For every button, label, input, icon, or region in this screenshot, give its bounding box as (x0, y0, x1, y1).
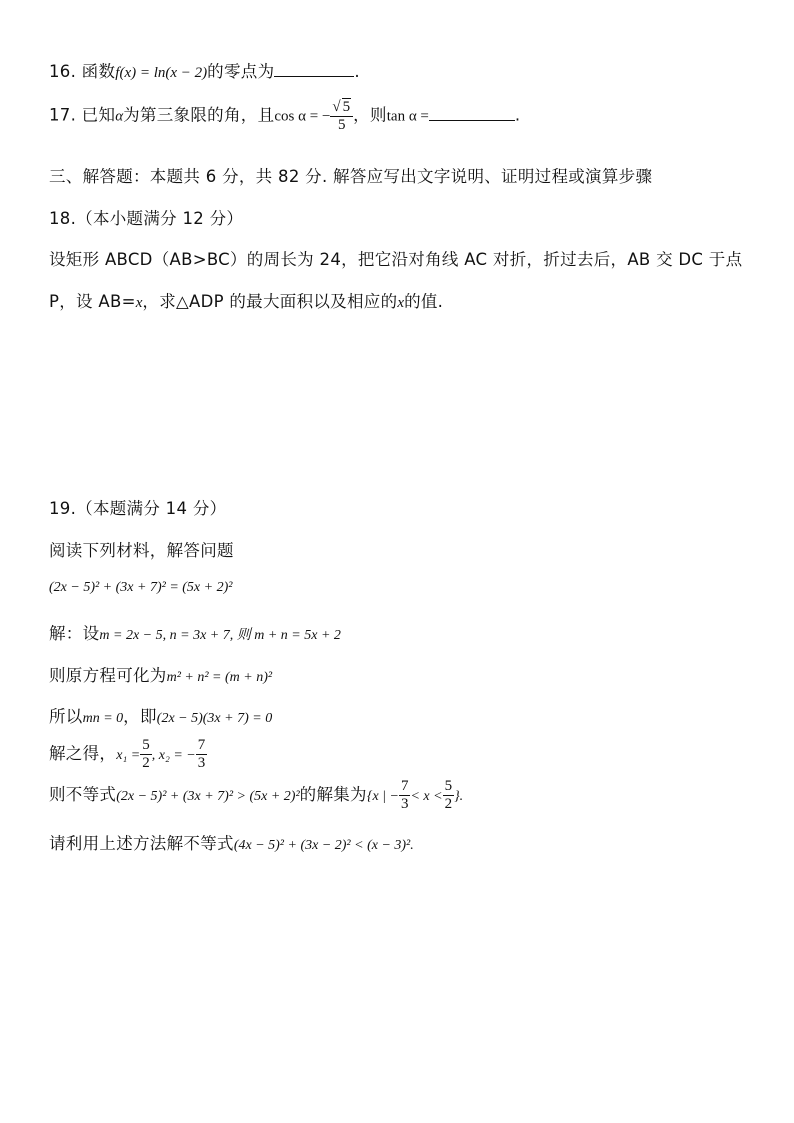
q16-end: . (354, 62, 360, 81)
q17-tan-expr: tan α = (386, 108, 429, 125)
q16-prefix: 16. 函数 (49, 62, 116, 81)
q19-equation-1: (2x − 5)² + (3x + 7)² = (5x + 2)² (49, 580, 233, 595)
q19-set-fraction-2 (443, 778, 455, 813)
q16-function: f(x) = ln(x − 2) (115, 65, 208, 81)
q18-line2-a: P，设 AB= (49, 292, 136, 311)
q19-task-label: 请利用上述方法解不等式 (49, 834, 234, 853)
q17-mid: 为第三象限的角，且 (123, 105, 275, 125)
q19-set-num1: 7 (400, 778, 409, 794)
q18-line2-b: ，求△ADP 的最大面积以及相应的 (142, 292, 398, 311)
q17-prefix: 17. 已知 (49, 105, 116, 125)
q19-so-mid: ，即 (123, 707, 157, 726)
q19-x2-label: , x₂ = − (151, 748, 196, 763)
q19-rewrite-label: 则原方程可化为 (49, 666, 167, 685)
q19-set-fraction-1 (399, 778, 411, 813)
question-17 (49, 98, 520, 134)
q19-set-close: }. (454, 789, 464, 804)
q17-den: 5 (338, 117, 346, 133)
q18-line-1: 设矩形 ABCD（AB>BC）的周长为 24，把它沿对角线 AC 对折，折过去后，AB 交 DC 于点 (49, 250, 743, 269)
q17-fraction: $\frac{√ 5}{5}$ (330, 98, 353, 134)
q17-cos-expr: cos α = − (274, 108, 331, 125)
q19-set-den2: 2 (444, 796, 453, 812)
q19-intro: 阅读下列材料，解答问题 (49, 541, 234, 560)
q18-line2-c: 的值. (404, 292, 444, 311)
q19-task-eq: (4x − 5)² + (3x − 2)² < (x − 3)². (233, 838, 414, 853)
q19-set-num2: 5 (444, 778, 453, 794)
q19-x2-fraction (196, 737, 208, 772)
q17-end: . (514, 105, 521, 125)
q19-x1-fraction (140, 737, 152, 772)
q19-x1-den: 2 (142, 755, 150, 771)
q19-set-mid: < x < (410, 789, 443, 804)
q17-sqrt-num: 5 (342, 99, 351, 115)
q19-rewrite-eq: m² + n² = (m + n)² (166, 670, 273, 685)
q19-inequality-line (49, 778, 463, 813)
q19-solve-label: 解之得， (49, 744, 117, 763)
q19-set-open: {x | − (366, 789, 399, 804)
q19-so-eq2: (2x − 5)(3x + 7) = 0 (156, 711, 273, 726)
q16-answer-blank (274, 62, 354, 77)
question-16 (49, 58, 360, 82)
q18-x-2: x (397, 295, 405, 311)
q19-ineq-mid: 的解集为 (299, 785, 367, 804)
q17-sep: ，则 (353, 105, 387, 125)
q19-x2-den: 3 (197, 755, 206, 771)
q19-task-line (49, 830, 414, 854)
q19-ineq-label: 则不等式 (49, 785, 117, 804)
q19-solution-line (49, 620, 341, 644)
q18-line-2 (49, 288, 443, 312)
q17-alpha: α (115, 108, 124, 125)
q19-x2-num: 7 (197, 737, 206, 753)
q17-answer-blank (429, 106, 515, 121)
q19-title: 19.（本题满分 14 分） (49, 499, 227, 518)
q18-title: 18.（本小题满分 12 分） (49, 209, 244, 228)
q19-sol-label: 解：设 (49, 624, 100, 643)
q19-so-label: 所以 (49, 707, 83, 726)
section-3-heading: 三、解答题：本题共 6 分，共 82 分. 解答应写出文字说明、证明过程或演算步骤 (49, 167, 653, 186)
q19-so-eq1: mn = 0 (82, 711, 124, 726)
q16-suffix: 的零点为 (207, 62, 275, 81)
q19-x1-num: 5 (142, 737, 150, 753)
q19-so-line (49, 703, 272, 727)
q19-set-den1: 3 (400, 796, 409, 812)
q19-x1-label: x₁ = (116, 748, 141, 763)
q19-ineq-eq: (2x − 5)² + (3x + 7)² > (5x + 2)² (116, 789, 300, 804)
q19-rewrite-line (49, 662, 272, 686)
q19-roots-line (49, 737, 207, 772)
q18-x: x (135, 295, 143, 311)
q19-sol-eq: m = 2x − 5, n = 3x + 7, 则 m + n = 5x + 2 (99, 628, 341, 643)
